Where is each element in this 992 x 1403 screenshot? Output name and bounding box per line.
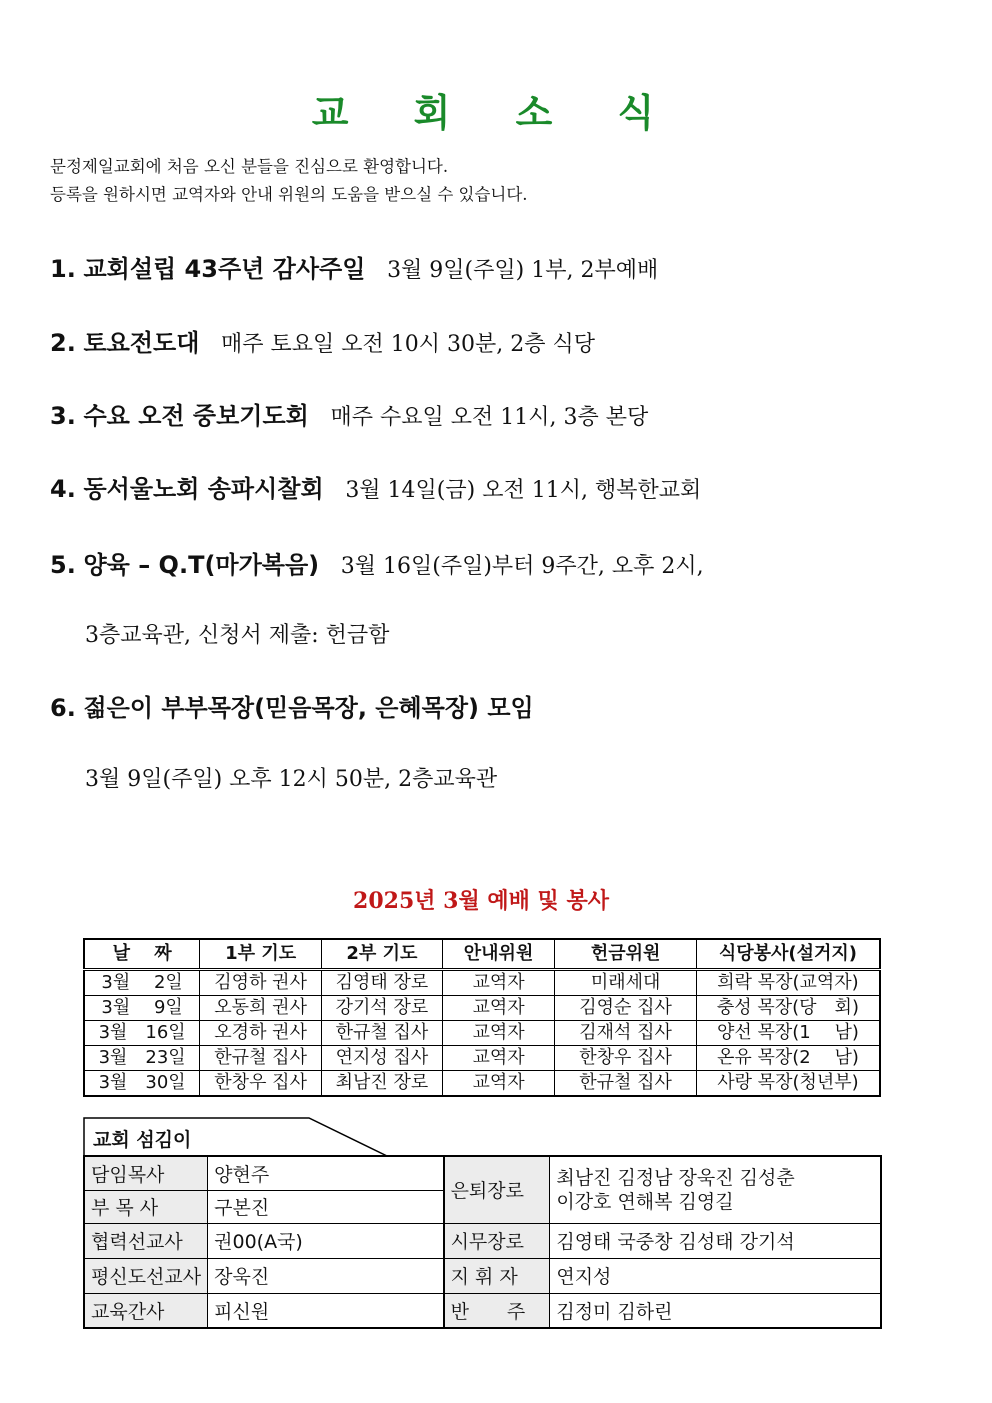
servants-tab (83, 1117, 383, 1155)
header-kitchen: 식당봉사(설거지) (696, 939, 880, 970)
cell-second-prayer: 연지성 집사 (322, 1046, 443, 1071)
notice-item-1 (50, 249, 658, 284)
schedule-table (83, 938, 881, 1097)
notice-number: 2. (50, 329, 76, 357)
cell-first-prayer: 한규철 집사 (200, 1046, 322, 1071)
cell-offering: 미래세대 (555, 970, 697, 996)
cell-second-prayer: 강기석 장로 (322, 996, 443, 1021)
servants-tab-label: 교회 섬김이 (93, 1129, 192, 1151)
role-value: 권00(A국) (208, 1223, 444, 1258)
header-first-prayer: 1부 기도 (200, 939, 322, 970)
cell-date: 3월 23일 (84, 1046, 200, 1071)
role-value: 피신원 (208, 1293, 444, 1328)
welcome-line-2: 등록을 원하시면 교역자와 안내 위원의 도움을 받으실 수 있습니다. (50, 185, 528, 204)
role-value: 양현주 (208, 1156, 444, 1190)
servants-table (83, 1155, 882, 1329)
notice-detail: 3월 16일(주일)부터 9주간, 오후 2시, (340, 554, 704, 579)
table-row (84, 1021, 880, 1046)
notice-detail: 매주 토요일 오전 10시 30분, 2층 식당 (221, 332, 595, 357)
notice-item-5 (50, 545, 704, 580)
notice-detail: 3월 14일(금) 오전 11시, 행복한교회 (345, 478, 702, 503)
servants-row (84, 1156, 881, 1190)
notice-number: 6. (50, 694, 76, 722)
role-label: 부 목 사 (84, 1190, 208, 1223)
notice-item-2 (50, 323, 595, 358)
role-label: 교육간사 (84, 1293, 208, 1328)
cell-date: 3월 9일 (84, 996, 200, 1021)
role-label: 협력선교사 (84, 1223, 208, 1258)
notice-heading: 토요전도대 (83, 329, 200, 357)
role-value: 구본진 (208, 1190, 444, 1223)
cell-usher: 교역자 (442, 1046, 555, 1071)
header-usher: 안내위원 (442, 939, 555, 970)
cell-second-prayer: 최남진 장로 (322, 1071, 443, 1097)
cell-usher: 교역자 (442, 1071, 555, 1097)
cell-second-prayer: 김영태 장로 (322, 970, 443, 996)
notice-item-5-sub: 3층교육관, 신청서 제출: 헌금함 (85, 623, 390, 648)
role-value: 김영태 국중창 김성태 강기석 (550, 1223, 881, 1258)
cell-kitchen: 온유 목장(2 남) (696, 1046, 880, 1071)
role-value: 연지성 (550, 1258, 881, 1293)
cell-kitchen: 충성 목장(당 회) (696, 996, 880, 1021)
notice-detail: 3월 9일(주일) 1부, 2부예배 (387, 258, 659, 283)
cell-first-prayer: 김영하 권사 (200, 970, 322, 996)
cell-kitchen: 양선 목장(1 남) (696, 1021, 880, 1046)
notice-heading: 교회설립 43주년 감사주일 (83, 255, 366, 283)
cell-kitchen: 사랑 목장(청년부) (696, 1071, 880, 1097)
cell-usher: 교역자 (442, 970, 555, 996)
cell-offering: 한창우 집사 (555, 1046, 697, 1071)
page-title: 교 회 소 식 (311, 91, 681, 135)
welcome-text (50, 153, 528, 209)
notice-heading: 젊은이 부부목장(믿음목장, 은혜목장) 모임 (83, 694, 534, 722)
header-offering: 헌금위원 (555, 939, 697, 970)
role-value: 장욱진 (208, 1258, 444, 1293)
notice-item-4 (50, 469, 701, 504)
role-label: 담임목사 (84, 1156, 208, 1190)
notice-number: 3. (50, 402, 76, 430)
role-value: 김정미 김하린 (550, 1293, 881, 1328)
role-label: 평신도선교사 (84, 1258, 208, 1293)
cell-usher: 교역자 (442, 996, 555, 1021)
notice-number: 1. (50, 255, 76, 283)
cell-kitchen: 희락 목장(교역자) (696, 970, 880, 996)
cell-date: 3월 30일 (84, 1071, 200, 1097)
table-row (84, 1071, 880, 1097)
servants-row (84, 1258, 881, 1293)
notice-number: 5. (50, 551, 76, 579)
cell-first-prayer: 오경하 권사 (200, 1021, 322, 1046)
notice-detail: 매주 수요일 오전 11시, 3층 본당 (330, 405, 649, 430)
role-value-line-1: 최남진 김정남 장욱진 김성춘 (556, 1166, 795, 1189)
header-date: 날 짜 (84, 939, 200, 970)
notice-heading: 수요 오전 중보기도회 (83, 402, 309, 430)
table-row (84, 996, 880, 1021)
role-label: 은퇴장로 (444, 1156, 550, 1223)
welcome-line-1: 문정제일교회에 처음 오신 분들을 진심으로 환영합니다. (50, 157, 449, 176)
cell-date: 3월 2일 (84, 970, 200, 996)
notice-item-6 (50, 688, 548, 723)
schedule-header-row (84, 939, 880, 970)
table-row (84, 970, 880, 996)
cell-second-prayer: 한규철 집사 (322, 1021, 443, 1046)
cell-offering: 김영순 집사 (555, 996, 697, 1021)
cell-first-prayer: 오동희 권사 (200, 996, 322, 1021)
schedule-title: 2025년 3월 예배 및 봉사 (353, 888, 609, 914)
notice-item-6-sub: 3월 9일(주일) 오후 12시 50분, 2층교육관 (85, 767, 498, 792)
notice-heading: 동서울노회 송파시찰회 (83, 475, 324, 503)
notice-heading: 양육 – Q.T(마가복음) (83, 551, 320, 579)
header-second-prayer: 2부 기도 (322, 939, 443, 970)
notice-number: 4. (50, 475, 76, 503)
cell-date: 3월 16일 (84, 1021, 200, 1046)
cell-usher: 교역자 (442, 1021, 555, 1046)
role-label: 반 주 (444, 1293, 550, 1328)
servants-row (84, 1223, 881, 1258)
servants-row (84, 1293, 881, 1328)
notice-item-3 (50, 396, 648, 431)
role-value (550, 1156, 881, 1223)
cell-offering: 한규철 집사 (555, 1071, 697, 1097)
table-row (84, 1046, 880, 1071)
role-label: 시무장로 (444, 1223, 550, 1258)
role-label: 지 휘 자 (444, 1258, 550, 1293)
cell-first-prayer: 한창우 집사 (200, 1071, 322, 1097)
role-value-line-2: 이강호 연해복 김영길 (556, 1190, 734, 1213)
cell-offering: 김재석 집사 (555, 1021, 697, 1046)
